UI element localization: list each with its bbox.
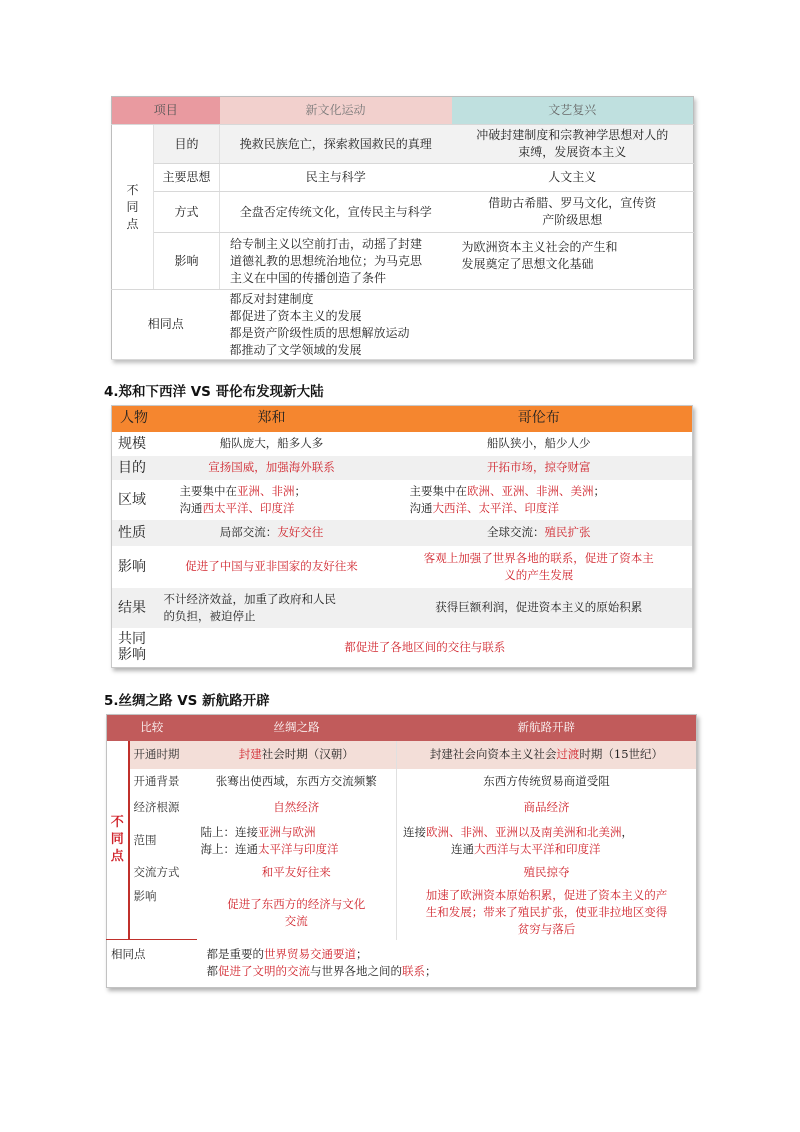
cell: 给专制主义以空前打击，动摇了封建 道德礼教的思想统治地位；为马克思 主义在中国的传播创造了条件 — [220, 233, 452, 290]
cell: 船队庞大，船多人多 — [219, 436, 324, 450]
cell: 促进了东西方的经济与文化 交流 — [227, 896, 366, 928]
cell: 船队狭小，船少人少 — [487, 436, 591, 450]
cell: 封建社会向资本主义社会过渡时期（15世纪） — [397, 741, 697, 769]
row-label: 主要思想 — [154, 164, 220, 192]
header-new-sea-route: 新航路开辟 — [397, 715, 697, 741]
cell: 客观上加强了世界各地的联系，促进了资本主 义的产生发展 — [423, 550, 654, 582]
row-label: 规模 — [118, 435, 146, 452]
common-label: 相同点 — [107, 940, 197, 988]
common-text: 都反对封建制度 都促进了资本主义的发展 都是资产阶级性质的思想解放运动 都推动了文学领域的发展 — [220, 290, 694, 360]
cell: 不计经济效益，加重了政府和人民 的负担，被迫停止 — [158, 588, 386, 628]
comparison-table-zhenghe-vs-columbus — [111, 405, 693, 668]
header-person: 人物 — [112, 406, 158, 432]
cell: 借助古希腊、罗马文化，宣传资 产阶级思想 — [452, 192, 694, 233]
comparison-table-silk-road-vs-new-sea-route — [106, 714, 697, 988]
cell: 局部交流：友好交往 — [158, 520, 386, 546]
cell: 殖民掠夺 — [397, 860, 697, 886]
header-zhenghe: 郑和 — [158, 406, 386, 432]
side-label-differences: 不 同 点 — [107, 741, 129, 940]
section-4-title: 4.郑和下西洋 VS 哥伦布发现新大陆 — [104, 384, 324, 400]
cell: 加速了欧洲资本原始积累，促进了资本主义的产 生和发展；带来了殖民扩张，使亚非拉地区变得 贫穷与落后 — [397, 886, 697, 940]
header-compare: 比较 — [107, 715, 197, 741]
row-label: 共同 影响 — [118, 631, 146, 664]
header-renaissance: 文艺复兴 — [452, 97, 694, 125]
cell: 民主与科学 — [220, 164, 452, 192]
cell: 开拓市场，掠夺财富 — [386, 456, 693, 480]
cell: 为欧洲资本主义社会的产生和 发展奠定了思想文化基础 — [452, 233, 694, 290]
cell: 全球交流：殖民扩张 — [386, 520, 693, 546]
cell: 陆上：连接亚洲与欧洲 海上：连通太平洋与印度洋 — [200, 824, 339, 856]
cell: 和平友好往来 — [261, 865, 331, 879]
header-columbus: 哥伦布 — [386, 406, 693, 432]
row-label: 开通时期 — [129, 741, 197, 769]
cell: 主要集中在欧洲、亚洲、非洲、美洲； 沟通大西洋、太平洋、印度洋 — [409, 483, 605, 515]
row-label: 影响 — [118, 558, 146, 575]
cell: 连接欧洲、非洲、亚洲以及南美洲和北美洲， 连通大西洋与太平洋和印度洋 — [397, 822, 697, 860]
row-label: 目的 — [154, 125, 220, 164]
cell: 张骞出使西域，东西方交流频繁 — [215, 773, 377, 788]
row-label: 影响 — [154, 233, 220, 290]
cell: 人文主义 — [452, 164, 694, 192]
cell: 主要集中在亚洲、非洲； 沟通西太平洋、印度洋 — [179, 483, 306, 515]
row-label: 开通背景 — [133, 773, 180, 788]
side-label-differences: 不 同 点 — [112, 125, 154, 290]
cell: 封建社会时期（汉朝） — [197, 741, 397, 769]
cell: 全盘否定传统文化，宣传民主与科学 — [220, 192, 452, 233]
header-item: 项目 — [112, 97, 220, 125]
row-label: 方式 — [154, 192, 220, 233]
row-label: 经济根源 — [133, 800, 180, 814]
row-label: 性质 — [112, 520, 158, 546]
common-label: 相同点 — [112, 290, 220, 360]
common-text: 都是重要的世界贸易交通要道； 都促进了文明的交流与世界各地之间的联系； — [206, 947, 437, 979]
cell: 挽救民族危亡，探索救国救民的真理 — [220, 125, 452, 164]
cell: 东西方传统贸易商道受阻 — [397, 769, 697, 794]
row-label: 交流方式 — [133, 865, 180, 879]
row-label: 影响 — [133, 888, 157, 903]
common-cell: 都促进了各地区间的交往与联系 — [344, 639, 506, 654]
header-silk-road: 丝绸之路 — [197, 715, 397, 741]
row-label: 目的 — [112, 456, 158, 480]
cell: 冲破封建制度和宗教神学思想对人的 束缚，发展资本主义 — [452, 125, 694, 164]
cell: 获得巨额利润，促进资本主义的原始积累 — [386, 588, 693, 628]
cell: 促进了中国与亚非国家的友好往来 — [185, 559, 358, 573]
cell: 商品经济 — [397, 794, 697, 822]
section-5-title: 5.丝绸之路 VS 新航路开辟 — [104, 693, 270, 709]
comparison-table-new-culture-vs-renaissance — [111, 96, 694, 360]
row-label: 结果 — [112, 588, 158, 628]
header-new-culture: 新文化运动 — [220, 97, 452, 125]
cell: 宣扬国威，加强海外联系 — [158, 456, 386, 480]
row-label: 区域 — [118, 491, 146, 508]
row-label: 范围 — [133, 833, 157, 847]
cell: 自然经济 — [273, 800, 320, 814]
